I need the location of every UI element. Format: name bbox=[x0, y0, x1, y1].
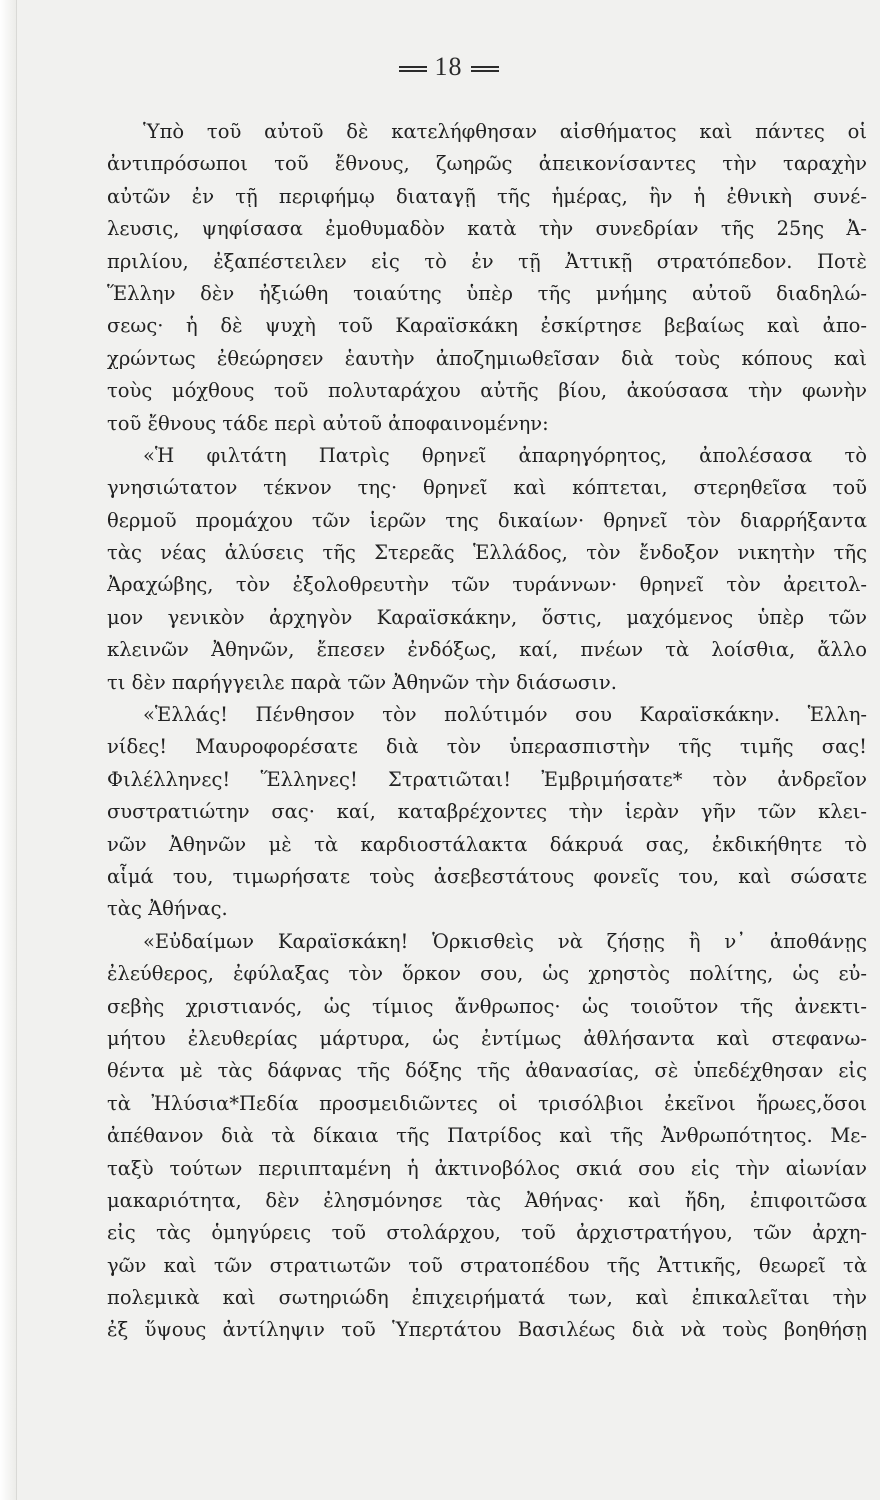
text-line: ἐλεύθερος, ἐφύλαξας τὸν ὅρκον σου, ὡς χρηστὸς πολίτης, ὡς εὐ- bbox=[107, 962, 867, 986]
text-line: γῶν καὶ τῶν στρατιωτῶν τοῦ στρατοπέδου τῆς Ἀττικῆς, θεωρεῖ τὰ bbox=[107, 1253, 867, 1277]
text-line: νῶν Ἀθηνῶν μὲ τὰ καρδιοστάλακτα δάκρυά σας, ἐκδικήθητε τὸ bbox=[107, 832, 867, 856]
text-line: κλεινῶν Ἀθηνῶν, ἔπεσεν ἐνδόξως, καί, πνέων τὰ λοίσθια, ἄλλο bbox=[107, 638, 867, 662]
text-line: εἰς τὰς ὁμηγύρεις τοῦ στολάρχου, τοῦ ἀρχιστρατήγου, τῶν ἀρχη- bbox=[107, 1221, 867, 1245]
text-line: Ἕλλην δὲν ἠξιώθη τοιαύτης ὑπὲρ τῆς μνήμης αὐτοῦ διαδηλώ- bbox=[107, 281, 867, 305]
page-number-rule-right bbox=[471, 66, 499, 72]
text-line: «Ἑλλάς! Πένθησον τὸν πολύτιμόν σου Καραϊσκάκην. Ἑλλη- bbox=[143, 703, 867, 727]
text-line: «Εὐδαίμων Καραϊσκάκη! Ὁρκισθεὶς νὰ ζήσῃς ἢ ν᾽ ἀποθάνῃς bbox=[143, 929, 867, 953]
text-line: τι δὲν παρήγγειλε παρὰ τῶν Ἀθηνῶν τὴν διάσωσιν. bbox=[107, 670, 617, 694]
text-line: ταξὺ τούτων περιιπταμένη ἡ ἀκτινοβόλος σκιά σου εἰς τὴν αἰωνίαν bbox=[107, 1156, 867, 1180]
text-line: τὰς νέας ἁλύσεις τῆς Στερεᾶς Ἑλλάδος, τὸν ἔνδοξον νικητὴν τῆς bbox=[107, 541, 867, 565]
text-line: σεβὴς χριστιανός, ὡς τίμιος ἄνθρωπος· ὡς τοιοῦτον τῆς ἀνεκτι- bbox=[107, 994, 867, 1018]
text-line: χρώντως ἐθεώρησεν ἑαυτὴν ἀποζημιωθεῖσαν διὰ τοὺς κόπους καὶ bbox=[107, 346, 867, 370]
text-line: θερμοῦ προμάχου τῶν ἱερῶν της δικαίων· θρηνεῖ τὸν διαρρήξαντα bbox=[107, 508, 867, 532]
text-line: τὰ Ἠλύσια*Πεδία προσμειδιῶντες οἱ τρισόλβιοι ἐκεῖνοι ἥρωες,ὅσοι bbox=[107, 1091, 867, 1115]
body-text bbox=[107, 116, 867, 1347]
text-line: ἀντιπρόσωποι τοῦ ἔθνους, ζωηρῶς ἀπεικονίσαντες τὴν ταραχὴν bbox=[107, 152, 867, 176]
page-number-rule-left bbox=[399, 66, 427, 72]
text-line: μήτου ἐλευθερίας μάρτυρα, ὡς ἐντίμως ἀθλήσαντα καὶ στεφανω- bbox=[107, 1026, 867, 1050]
text-line: μον γενικὸν ἀρχηγὸν Καραϊσκάκην, ὅστις, μαχόμενος ὑπὲρ τῶν bbox=[107, 605, 867, 629]
text-line: λευσις, ψηφίσασα ἐμοθυμαδὸν κατὰ τὴν συνεδρίαν τῆς 25ης Ἀ- bbox=[107, 217, 867, 241]
text-line: τοῦ ἔθνους τάδε περὶ αὐτοῦ ἀποφαινομένην: bbox=[107, 411, 549, 435]
text-line: αἷμά του, τιμωρήσατε τοὺς ἀσεβεστάτους φονεῖς του, καὶ σώσατε bbox=[107, 864, 867, 888]
text-line: ἐξ ὕψους ἀντίληψιν τοῦ Ὑπερτάτου Βασιλέως διὰ νὰ τοὺς βοηθήσῃ bbox=[107, 1318, 867, 1342]
text-line: τὰς Ἀθήνας. bbox=[107, 897, 228, 921]
text-line: Φιλέλληνες! Ἕλληνες! Στρατιῶται! Ἐμβριμήσατε* τὸν ἀνδρεῖον bbox=[107, 767, 867, 791]
text-line: «Ἡ φιλτάτη Πατρὶς θρηνεῖ ἀπαρηγόρητος, ἀπολέσασα τὸ bbox=[143, 443, 867, 467]
text-line: αὐτῶν ἐν τῇ περιφήμῳ διαταγῇ τῆς ἡμέρας, ἣν ἡ ἐθνικὴ συνέ- bbox=[107, 184, 867, 208]
text-line: Ἀραχώβης, τὸν ἐξολοθρευτὴν τῶν τυράννων· θρηνεῖ τὸν ἀρειτολ- bbox=[107, 573, 867, 597]
page-number-value: 18 bbox=[434, 52, 463, 81]
text-line: νίδες! Μαυροφορέσατε διὰ τὸν ὑπερασπιστὴν τῆς τιμῆς σας! bbox=[107, 735, 867, 759]
text-line: συστρατιώτην σας· καί, καταβρέχοντες τὴν ἱερὰν γῆν τῶν κλει- bbox=[107, 800, 867, 824]
text-line: μακαριότητα, δὲν ἐλησμόνησε τὰς Ἀθήνας· καὶ ἤδη, ἐπιφοιτῶσα bbox=[107, 1188, 867, 1212]
book-page bbox=[16, 0, 880, 1500]
text-line: τοὺς μόχθους τοῦ πολυταράχου αὐτῆς βίου, ἀκούσασα τὴν φωνὴν bbox=[107, 379, 867, 403]
page-number bbox=[17, 52, 880, 82]
text-line: Ὑπὸ τοῦ αὐτοῦ δὲ κατελήφθησαν αἰσθήματος καὶ πάντες οἱ bbox=[143, 120, 867, 143]
text-line: ἀπέθανον διὰ τὰ δίκαια τῆς Πατρίδος καὶ τῆς Ἀνθρωπότητος. Με- bbox=[107, 1124, 867, 1148]
text-line: θέντα μὲ τὰς δάφνας τῆς δόξης τῆς ἀθανασίας, σὲ ὑπεδέχθησαν εἰς bbox=[107, 1059, 867, 1083]
text-line: σεως· ἡ δὲ ψυχὴ τοῦ Καραϊσκάκη ἐσκίρτησε βεβαίως καὶ ἀπο- bbox=[107, 314, 867, 338]
text-line: γνησιώτατον τέκνον της· θρηνεῖ καὶ κόπτεται, στερηθεῖσα τοῦ bbox=[107, 476, 867, 500]
text-line: πολεμικὰ καὶ σωτηριώδη ἐπιχειρήματά των, καὶ ἐπικαλεῖται τὴν bbox=[107, 1286, 867, 1310]
text-line: πριλίου, ἐξαπέστειλεν εἰς τὸ ἐν τῇ Ἀττικῇ στρατόπεδον. Ποτὲ bbox=[107, 249, 867, 273]
page-gutter bbox=[0, 0, 16, 1500]
